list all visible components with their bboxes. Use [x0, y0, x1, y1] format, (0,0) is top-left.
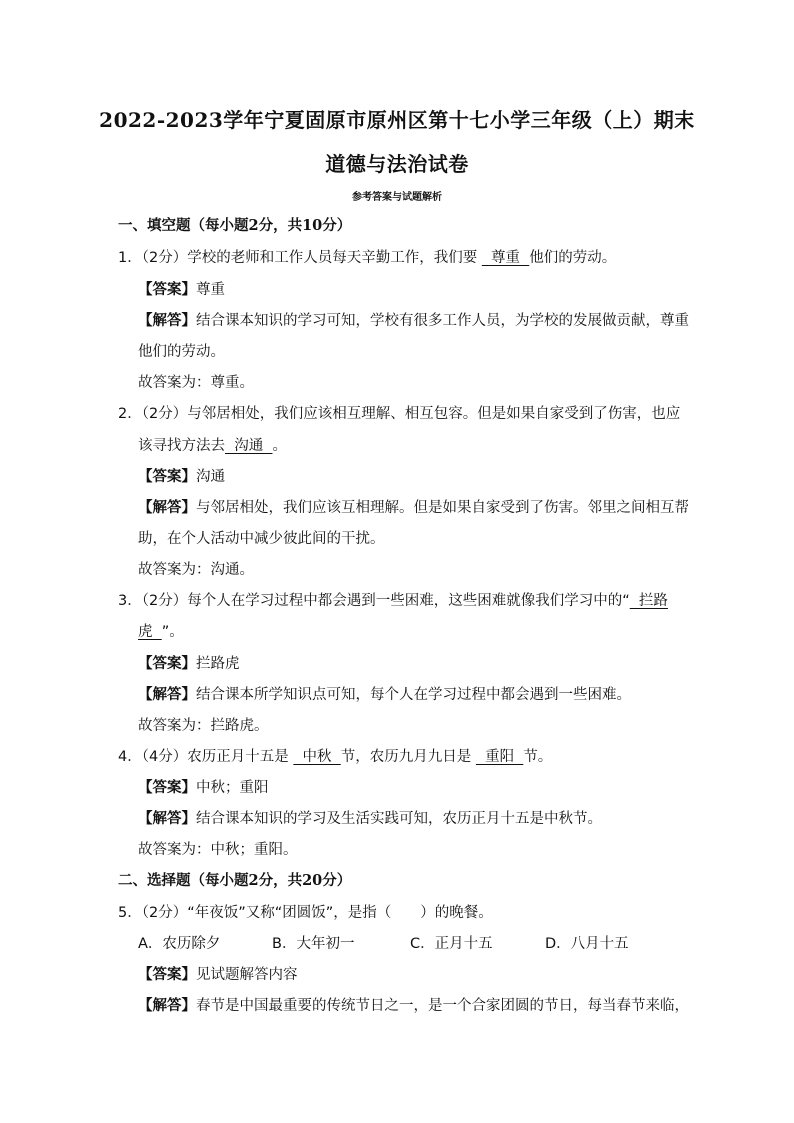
answer-label: 【答案】 — [138, 282, 196, 298]
question-5-option-a: A．农历除夕 — [138, 936, 221, 952]
question-2-analysis-cont: 助，在个人活动中减少彼此间的干扰。 — [138, 531, 385, 547]
question-3-text-a: 3．（2分）每个人在学习过程中都会遇到一些困难，这些困难就像我们学习中的“ — [118, 593, 630, 609]
question-2-text-b: 。 — [272, 438, 287, 454]
question-5-analysis — [138, 996, 689, 1016]
question-3-blank-part-2: 虎 — [138, 624, 162, 640]
question-5-analysis-text: 春节是中国最重要的传统节日之一，是一个合家团圆的节日，每当春节来临， — [196, 998, 689, 1014]
question-1-analysis-text: 结合课本知识的学习可知，学校有很多工作人员，为学校的发展做贡献，尊重 — [196, 313, 689, 329]
question-5-option-c: C．正月十五 — [410, 936, 493, 952]
question-4-conclusion: 故答案为：中秋；重阳。 — [138, 842, 298, 858]
question-4-text-c: 节。 — [523, 749, 553, 765]
analysis-label: 【解答】 — [138, 500, 196, 516]
document-subtitle: 参考答案与试题解析 — [352, 192, 442, 203]
analysis-label: 【解答】 — [138, 687, 196, 703]
question-3-conclusion: 故答案为：拦路虎。 — [138, 718, 269, 734]
question-1-text-b: 他们的劳动。 — [529, 250, 617, 266]
question-2-blank: 沟通 — [225, 438, 273, 454]
question-4-answer-text: 中秋；重阳 — [196, 780, 269, 796]
question-2-stem: 2．（2分）与邻居相处，我们应该相互理解、相互包容。但是如果自家受到了伤害，也应 — [118, 406, 681, 422]
question-3-blank-part-1: 拦路 — [629, 593, 668, 609]
answer-label: 【答案】 — [138, 780, 196, 796]
question-1-blank: 尊重 — [481, 250, 530, 266]
question-1-analysis — [138, 311, 689, 331]
question-3-analysis — [138, 685, 631, 705]
question-1-text-a: 1．（2分）学校的老师和工作人员每天辛勤工作，我们要 — [118, 250, 482, 266]
question-4-blank-1: 中秋 — [293, 749, 341, 765]
section-heading-fill-in: 一、填空题（每小题2分，共10分） — [118, 217, 352, 234]
question-4-analysis-text: 结合课本知识的学习及生活实践可知，农历正月十五是中秋节。 — [196, 811, 602, 827]
question-3-answer — [138, 654, 240, 674]
question-4-stem — [118, 747, 552, 767]
question-5-answer-text: 见试题解答内容 — [196, 967, 298, 983]
answer-label: 【答案】 — [138, 967, 196, 983]
question-3-text-b: ”。 — [161, 624, 184, 640]
question-1-answer-text: 尊重 — [196, 282, 225, 298]
question-1-conclusion: 故答案为：尊重。 — [138, 375, 254, 391]
question-4-text-b: 节，农历九月九日是 — [340, 749, 476, 765]
question-1-answer — [138, 280, 225, 300]
question-2-analysis-text: 与邻居相处，我们应该互相理解。但是如果自家受到了伤害。邻里之间相互帮 — [196, 500, 689, 516]
question-1-analysis-cont: 他们的劳动。 — [138, 344, 225, 360]
question-3-stem-cont — [138, 622, 184, 642]
question-2-conclusion: 故答案为：沟通。 — [138, 562, 254, 578]
question-5-option-b: B．大年初一 — [272, 936, 355, 952]
question-2-stem-cont — [138, 436, 287, 456]
question-4-text-a: 4．（4分）农历正月十五是 — [118, 749, 294, 765]
answer-label: 【答案】 — [138, 469, 196, 485]
document-title-line-2: 道德与法治试卷 — [325, 152, 469, 176]
question-2-analysis — [138, 498, 689, 518]
question-2-answer-text: 沟通 — [196, 469, 225, 485]
question-4-answer — [138, 778, 269, 798]
question-3-analysis-text: 结合课本所学知识点可知，每个人在学习过程中都会遇到一些困难。 — [196, 687, 631, 703]
analysis-label: 【解答】 — [138, 313, 196, 329]
question-2-answer — [138, 467, 225, 487]
question-2-text-a: 该寻找方法去 — [138, 438, 225, 454]
question-5-answer — [138, 965, 298, 985]
question-5-stem: 5．（2分）“年夜饭”又称“团圆饭”，是指（ ）的晚餐。 — [118, 905, 493, 921]
question-5-option-d: D．八月十五 — [545, 936, 629, 952]
document-title-line-1: 2022-2023学年宁夏固原市原州区第十七小学三年级（上）期末 — [99, 108, 695, 132]
question-1-stem — [118, 248, 616, 268]
question-3-answer-text: 拦路虎 — [196, 656, 240, 672]
question-4-analysis — [138, 809, 602, 829]
question-4-blank-2: 重阳 — [475, 749, 524, 765]
section-heading-multiple-choice: 二、选择题（每小题2分，共20分） — [118, 872, 352, 889]
analysis-label: 【解答】 — [138, 998, 196, 1014]
analysis-label: 【解答】 — [138, 811, 196, 827]
question-3-stem — [118, 591, 668, 611]
answer-label: 【答案】 — [138, 656, 196, 672]
